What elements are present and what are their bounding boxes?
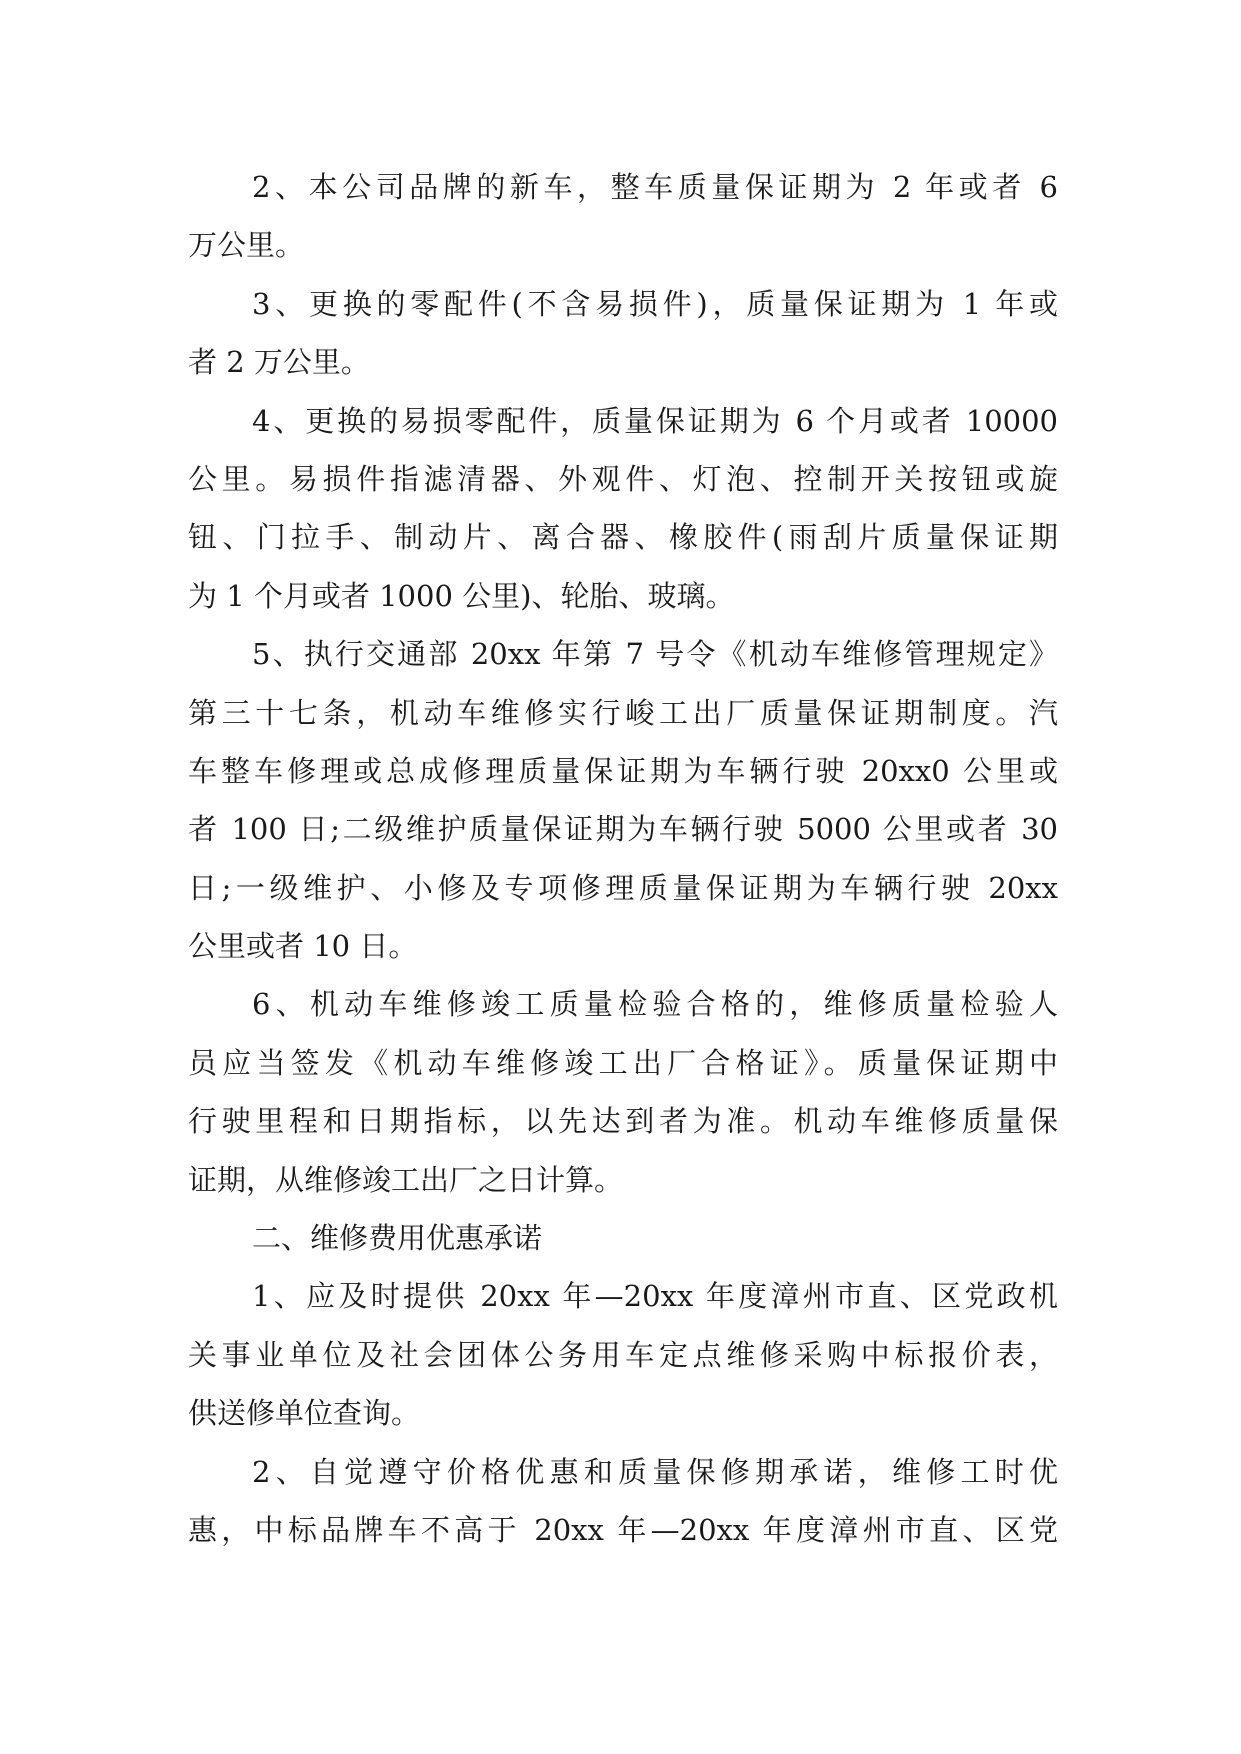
paragraph-4-line-2: 公里。易损件指滤清器、外观件、灯泡、控制开关按钮或旋 [188,461,1058,496]
commitment-2-line-1: 2、自觉遵守价格优惠和质量保修期承诺，维修工时优 [252,1454,1058,1489]
paragraph-3-line-1: 3、更换的零配件(不含易损件)，质量保证期为 1 年或 [252,286,1058,321]
commitment-1-line-2: 关事业单位及社会团体公务用车定点维修采购中标报价表， [188,1337,1058,1372]
paragraph-5-line-2: 第三十七条，机动车维修实行峻工出厂质量保证期制度。汽 [188,695,1058,730]
document-body [188,158,1058,1559]
commitment-2-line-2: 惠，中标品牌车不高于 20xx 年—20xx 年度漳州市直、区党 [188,1512,1058,1547]
paragraph-5-line-1: 5、执行交通部 20xx 年第 7 号令《机动车维修管理规定》 [252,637,1058,672]
paragraph-3-line-2: 者 2 万公里。 [188,345,370,380]
paragraph-5-line-4: 者 100 日;二级维护质量保证期为车辆行驶 5000 公里或者 30 [188,812,1058,847]
paragraph-4-line-1: 4、更换的易损零配件，质量保证期为 6 个月或者 10000 [252,403,1058,438]
paragraph-2-line-2: 万公里。 [188,228,305,263]
paragraph-2-line-1: 2、本公司品牌的新车，整车质量保证期为 2 年或者 6 [252,170,1058,204]
paragraph-5-line-3: 车整车修理或总成修理质量保证期为车辆行驶 20xx0 公里或 [188,753,1058,788]
paragraph-4-line-3: 钮、门拉手、制动片、离合器、橡胶件(雨刮片质量保证期 [188,520,1058,555]
paragraph-6-line-4: 证期，从维修竣工出厂之日计算。 [188,1162,624,1197]
paragraph-6-line-3: 行驶里程和日期指标，以先达到者为准。机动车维修质量保 [188,1104,1058,1139]
commitment-1-line-3: 供送修单位查询。 [188,1396,421,1431]
section-heading: 二、维修费用优惠承诺 [252,1221,543,1256]
commitment-1-line-1: 1、应及时提供 20xx 年—20xx 年度漳州市直、区党政机 [252,1279,1058,1314]
paragraph-4-line-4: 为 1 个月或者 1000 公里)、轮胎、玻璃。 [188,578,735,613]
paragraph-5-line-5: 日;一级维护、小修及专项修理质量保证期为车辆行驶 20xx [188,870,1058,905]
paragraph-6-line-2: 员应当签发《机动车维修竣工出厂合格证》。质量保证期中 [188,1045,1058,1080]
paragraph-6-line-1: 6、机动车维修竣工质量检验合格的，维修质量检验人 [252,987,1058,1022]
paragraph-5-line-6: 公里或者 10 日。 [188,929,418,964]
